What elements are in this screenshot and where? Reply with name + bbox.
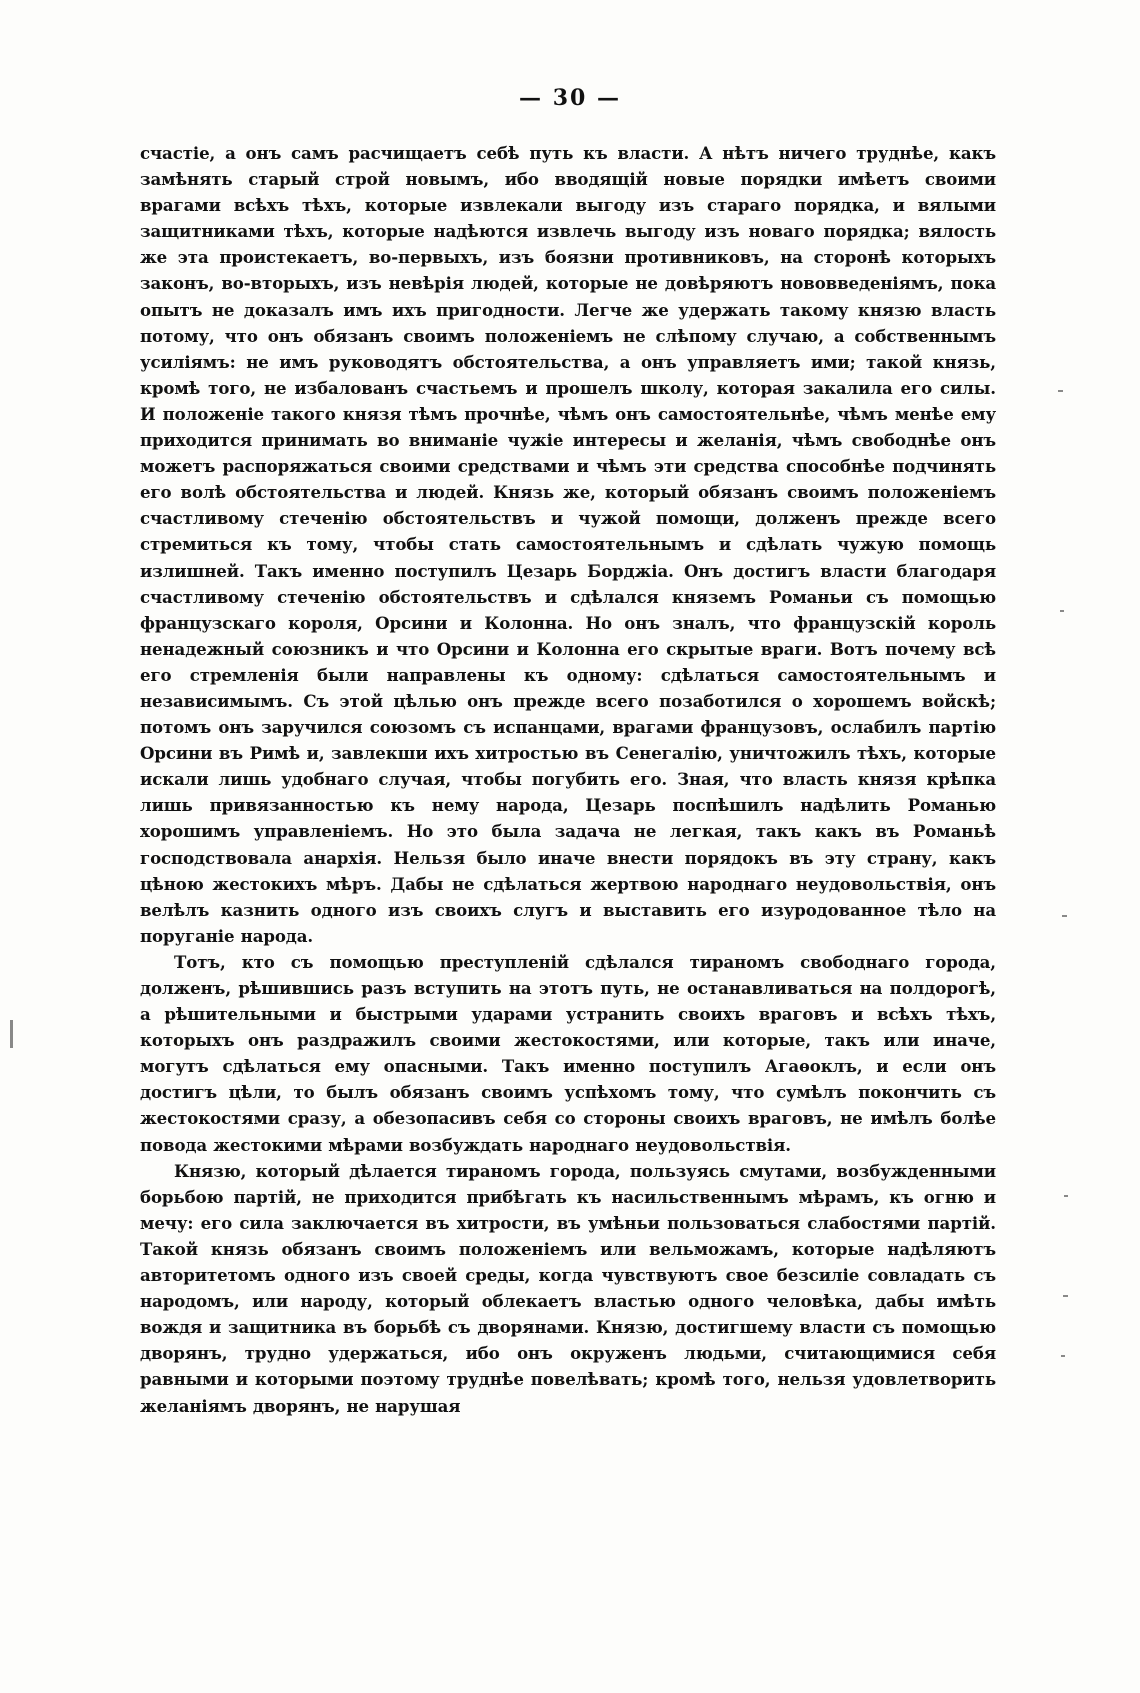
scan-artifact [1058, 390, 1063, 392]
paragraph: Тотъ, кто съ помощью преступленій сдѣлался тираномъ свободнаго города, долженъ, рѣшившись разъ вступить на этотъ путь, не останавливаться на полдорогѣ, а рѣшительными и быстрыми ударами устранить своихъ враговъ и всѣхъ тѣхъ, которыхъ онъ раздражилъ своими жестокостями, или которые, такъ или иначе, могутъ сдѣлаться ему опасными. Такъ именно поступилъ Агаѳоклъ, и если онъ достигъ цѣли, то былъ обязанъ своимъ успѣхомъ тому, что сумѣлъ покончить съ жестокостями сразу, а обезопасивъ себя со стороны своихъ враговъ, не имѣлъ болѣе повода жестокими мѣрами возбуждать народнаго неудовольствія. [140, 951, 996, 1155]
paragraph: счастіе, а онъ самъ расчищаетъ себѣ путь къ власти. А нѣтъ ничего труднѣе, какъ замѣнять старый строй новымъ, ибо вводящій новые порядки имѣетъ своими врагами всѣхъ тѣхъ, которые извлекали выгоду изъ стараго порядка, и вялыми защитниками тѣхъ, которые надѣются извлечь выгоду изъ новаго порядка; вялость же эта проистекаетъ, во-первыхъ, изъ боязни противниковъ, на сторонѣ которыхъ законъ, во-вторыхъ, изъ невѣрія людей, которые не довѣряютъ нововведеніямъ, пока опытъ не доказалъ имъ ихъ пригодности. Легче же удержать такому князю власть потому, что онъ обязанъ своимъ положеніемъ не слѣпому случаю, а собственнымъ усиліямъ: не имъ руководятъ обстоятельства, а онъ управляетъ ими; такой князь, кромѣ того, не избалованъ счастьемъ и прошелъ школу, которая закалила его силы. И положеніе такого князя тѣмъ прочнѣе, чѣмъ онъ самостоятельнѣе, чѣмъ менѣе ему приходится принимать во вниманіе чужіе интересы и желанія, чѣмъ свободнѣе онъ можетъ распоряжаться своими средствами и чѣмъ эти средства способнѣе подчинять его волѣ обстоятельства и людей. Князь же, который обязанъ своимъ положеніемъ счастливому стеченію обстоятельствъ и чужой помощи, долженъ прежде всего стремиться къ тому, чтобы стать самостоятельнымъ и сдѣлать чужую помощь излишней. Такъ именно поступилъ Цезарь Борджіа. Онъ достигъ власти благодаря счастливому стеченію обстоятельствъ и сдѣлался княземъ Романьи съ помощью французскаго короля, Орсини и Колонна. Но онъ зналъ, что французскій король ненадежный союзникъ и что Орсини и Колонна его скрытые враги. Вотъ почему всѣ его стремленія были направлены къ одному: сдѣлаться самостоятельнымъ и независимымъ. Съ этой цѣлью онъ прежде всего позаботился о хорошемъ войскѣ; потомъ онъ заручился союзомъ съ испанцами, врагами французовъ, ослабилъ партію Орсини въ Римѣ и, завлекши ихъ хитростью въ Сенегалію, уничтожилъ тѣхъ, которые искали лишь удобнаго случая, чтобы погубить его. Зная, что власть князя крѣпка лишь привязанностью къ нему народа, Цезарь поспѣшилъ надѣлить Романью хорошимъ управленіемъ. Но это была задача не легкая, такъ какъ въ Романьѣ господствовала анархія. Нельзя было иначе внести порядокъ въ эту страну, какъ цѣною жестокихъ мѣръ. Дабы не сдѣлаться жертвою народнаго неудовольствія, онъ велѣлъ казнить одного изъ своихъ слугъ и выставить его изуродованное тѣло на поруганіе народа. [140, 143, 996, 946]
scan-artifact [1063, 1295, 1068, 1297]
page-number: — 30 — [519, 85, 621, 111]
scan-artifact [1061, 1355, 1065, 1357]
scan-artifact [1064, 1195, 1068, 1197]
scan-artifact [1060, 610, 1064, 612]
scan-artifact [1062, 915, 1067, 917]
scan-artifact [10, 1020, 13, 1048]
body-text [140, 140, 996, 1419]
paragraph: Князю, который дѣлается тираномъ города, пользуясь смутами, возбужденными борьбою партій, не приходится прибѣгать къ насильственнымъ мѣрамъ, къ огню и мечу: его сила заключается въ хитрости, въ умѣньи пользоваться слабостями партій. Такой князь обязанъ своимъ положеніемъ или вельможамъ, которые надѣляютъ авторитетомъ одного изъ своей среды, когда чувствуютъ свое безсиліе совладать съ народомъ, или народу, который облекаетъ властью одного человѣка, дабы имѣть вождя и защитника въ борьбѣ съ дворянами. Князю, достигшему власти съ помощью дворянъ, трудно удержаться, ибо онъ окруженъ людьми, считающимися себя равными и которыми поэтому труднѣе повелѣвать; кромѣ того, нельзя удовлетворить желаніямъ дворянъ, не нарушая [140, 1160, 996, 1416]
